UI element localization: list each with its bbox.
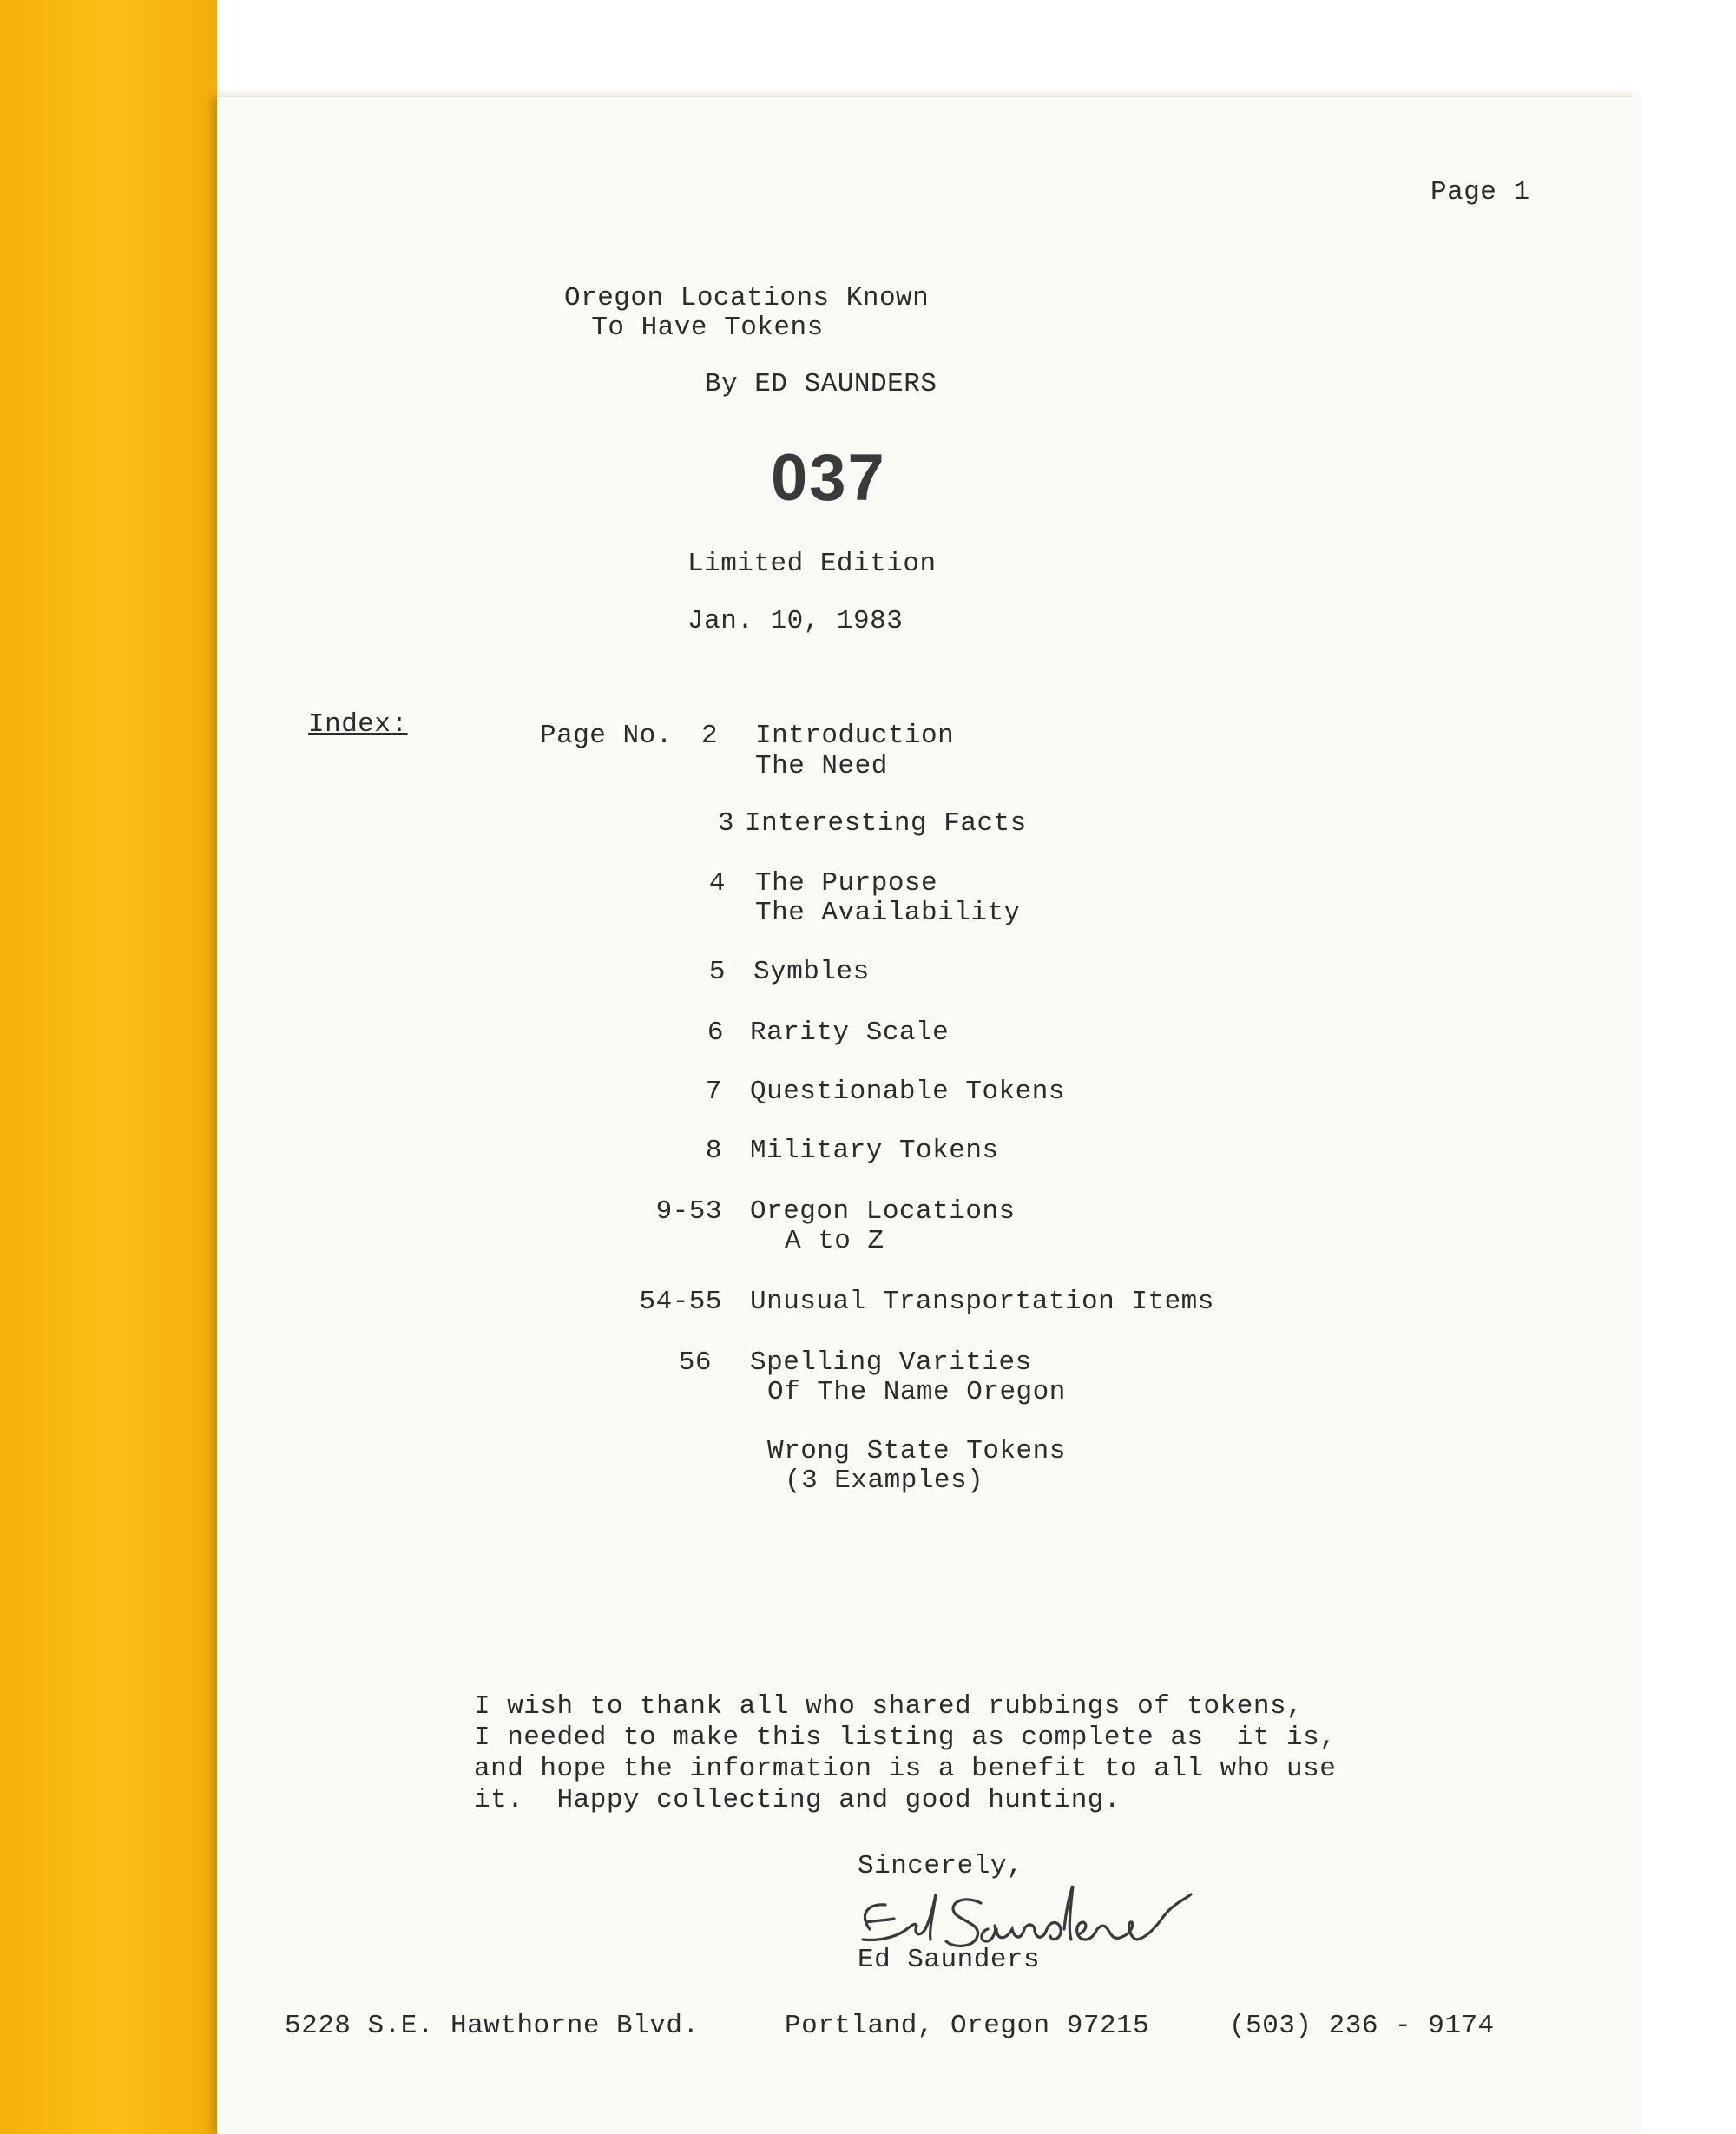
index-entry-line: Introduction — [755, 721, 955, 751]
index-page-number: 3 — [717, 808, 734, 839]
index-entry-line: Rarity Scale — [750, 1018, 950, 1048]
closing-salutation: Sincerely, — [858, 1851, 1024, 1881]
index-entry-line: Of The Name Oregon — [767, 1377, 1066, 1407]
index-entry-line: Oregon Locations — [750, 1196, 1016, 1227]
index-entry-line: Symbles — [753, 957, 870, 987]
title-line-1: Oregon Locations Known — [564, 283, 930, 313]
index-page-number: 7 — [705, 1077, 722, 1107]
index-page-number: 4 — [708, 868, 726, 899]
index-entry-line: Spelling Varities — [750, 1347, 1032, 1378]
copy-number: 037 — [771, 441, 886, 515]
author-line: By ED SAUNDERS — [705, 369, 937, 399]
index-entry-line: Interesting Facts — [745, 808, 1027, 839]
edition-label: Limited Edition — [687, 549, 937, 579]
index-page-number: 8 — [705, 1136, 722, 1166]
signer-name: Ed Saunders — [858, 1945, 1041, 1975]
index-page-number: 9-53 — [655, 1196, 722, 1227]
index-entry-line: (3 Examples) — [785, 1465, 984, 1496]
index-entry-line: A to Z — [785, 1226, 884, 1256]
thanks-line: and hope the information is a benefit to all who use — [474, 1754, 1337, 1784]
thanks-line: I needed to make this listing as complete as it is, — [474, 1722, 1337, 1753]
index-page-number: 54-55 — [639, 1287, 722, 1317]
thanks-line: it. Happy collecting and good hunting. — [474, 1785, 1121, 1815]
index-page-number: 56 — [678, 1347, 712, 1378]
page-label: Page 1 — [1430, 177, 1530, 207]
index-entry-line: Wrong State Tokens — [767, 1436, 1066, 1466]
date-label: Jan. 10, 1983 — [687, 606, 904, 636]
index-page-number: 5 — [708, 957, 726, 987]
index-entry-line: Military Tokens — [750, 1136, 999, 1166]
index-entry-line: Unusual Transportation Items — [750, 1287, 1214, 1317]
index-entry-line: The Need — [755, 751, 888, 781]
index-page-number: 2 — [701, 721, 719, 751]
address-city: Portland, Oregon 97215 — [785, 2011, 1150, 2041]
index-entry-line: Questionable Tokens — [750, 1077, 1065, 1107]
index-heading: Index: — [308, 709, 408, 740]
thanks-line: I wish to thank all who shared rubbings of tokens, — [474, 1691, 1304, 1722]
yellow-cover — [0, 0, 217, 2134]
title-line-2: To Have Tokens — [591, 313, 824, 343]
index-entry-line: The Availability — [755, 898, 1021, 928]
index-page-number: 6 — [707, 1018, 724, 1048]
address-street: 5228 S.E. Hawthorne Blvd. — [285, 2011, 700, 2041]
index-entry-line: The Purpose — [755, 868, 938, 899]
page-no-label: Page No. — [540, 721, 673, 751]
document-page — [217, 97, 1639, 2134]
address-phone: (503) 236 - 9174 — [1229, 2011, 1495, 2041]
